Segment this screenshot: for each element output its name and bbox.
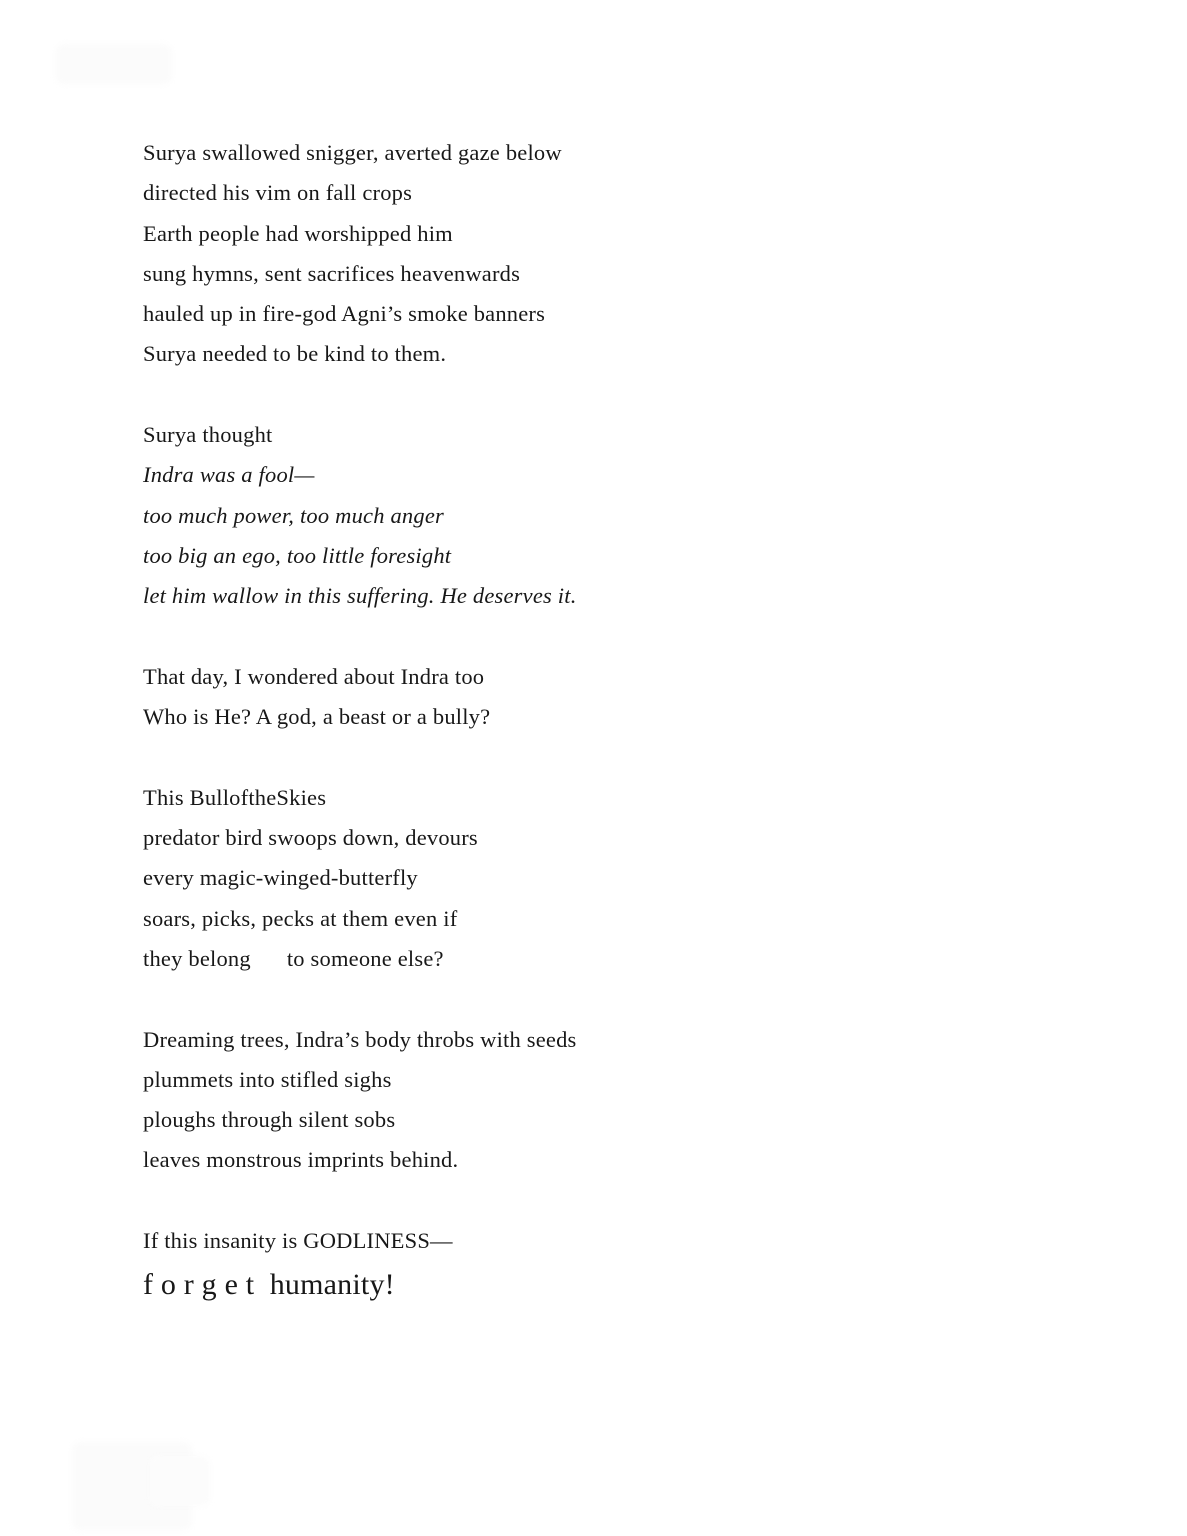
poem-line: predator bird swoops down, devours [143,825,478,851]
poem-line: If this insanity is GODLINESS— [143,1228,453,1254]
scan-artifact-top [56,44,172,84]
poem-line: every magic-winged-butterfly [143,865,418,891]
stanza-5 [143,1020,577,1181]
poem-line: ploughs through silent sobs [143,1107,396,1133]
poem-line: Who is He? A god, a beast or a bully? [143,704,491,730]
poem-line-italic: too big an ego, too little foresight [143,542,452,568]
poem-line: Surya thought [143,422,273,448]
stanza-6 [143,1221,577,1308]
poem-line: Dreaming trees, Indra’s body throbs with seeds [143,1026,577,1052]
poem-line-part: they belong [143,945,251,971]
poem-closing-line: f o r g e t humanity! [143,1268,395,1302]
scan-artifact-bottom-small [150,1456,210,1506]
poem-line-with-gap [143,939,577,979]
poem-line: sung hymns, sent sacrifices heavenwards [143,260,521,286]
poem-line: soars, picks, pecks at them even if [143,905,458,931]
stanza-4 [143,778,577,979]
poem-line: hauled up in fire-god Agni’s smoke banners [143,301,546,327]
stanza-3 [143,657,577,738]
poem-line: Surya swallowed snigger, averted gaze below [143,140,562,165]
poem-line-italic: too much power, too much anger [143,502,444,528]
poem-body [143,133,577,1349]
stanza-1 [143,133,577,375]
poem-line: This BulloftheSkies [143,784,327,810]
poem-line: That day, I wondered about Indra too [143,663,485,689]
stanza-2 [143,415,577,616]
poem-line: Surya needed to be kind to them. [143,341,447,367]
poem-line: leaves monstrous imprints behind. [143,1147,459,1173]
poem-line-italic: let him wallow in this suffering. He deserves it. [143,583,577,609]
poem-line: Earth people had worshipped him [143,220,453,246]
poem-line-part: to someone else? [286,945,444,971]
poem-line-italic: Indra was a fool— [143,462,315,488]
poem-line: directed his vim on fall crops [143,180,413,206]
poem-line: plummets into stifled sighs [143,1066,392,1092]
